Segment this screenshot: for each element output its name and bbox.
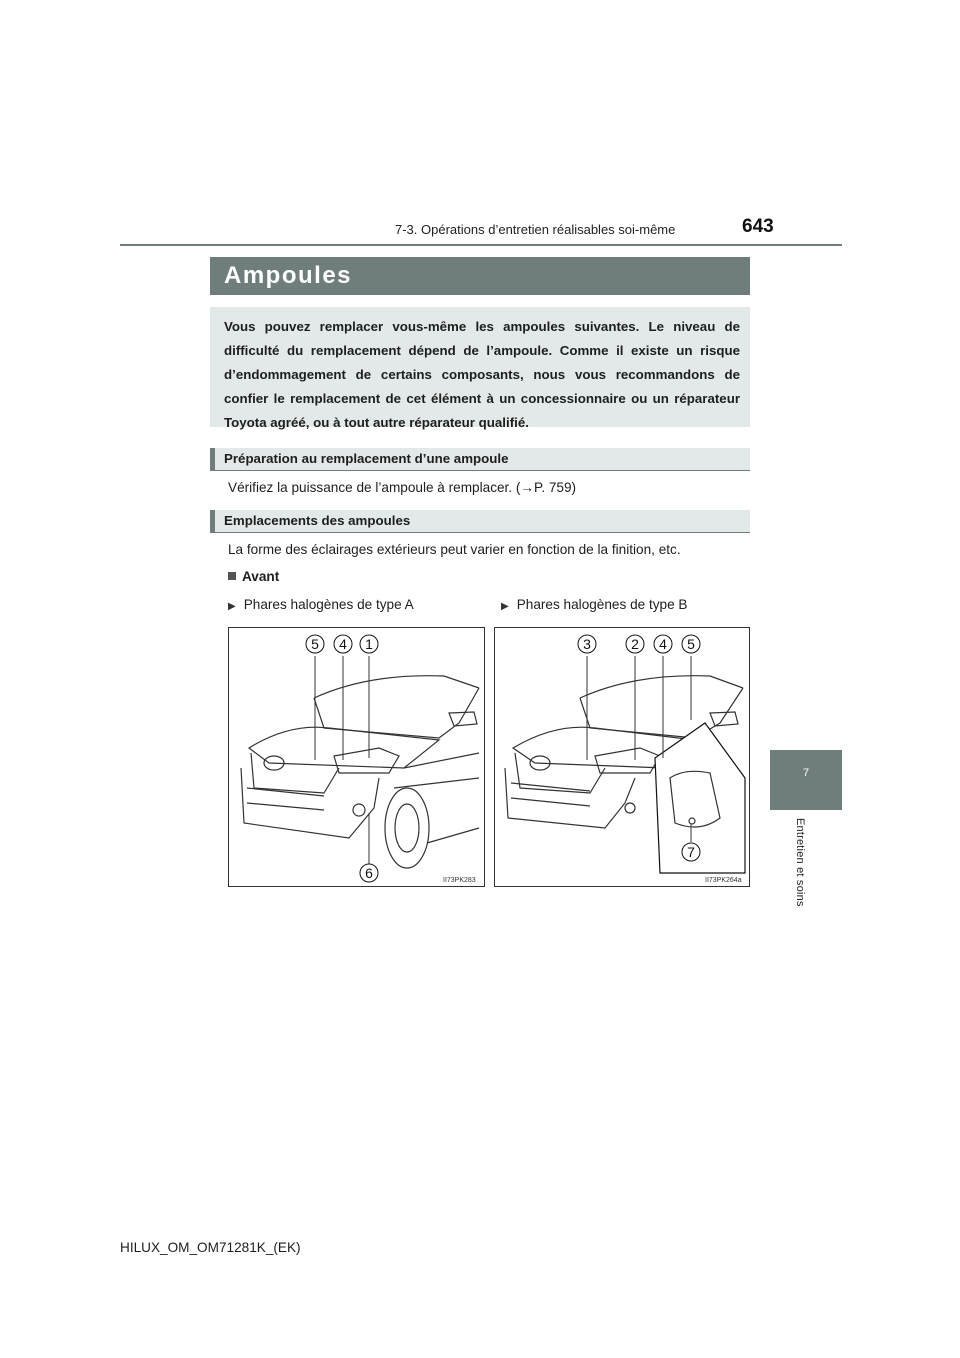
callout-7: 7 <box>687 844 695 860</box>
header-divider <box>120 244 842 246</box>
figure-a-truck-illustration <box>228 627 485 887</box>
callout-4: 4 <box>339 636 347 652</box>
figure-b-truck-illustration <box>494 627 750 887</box>
triangle-bullet-icon: ▶ <box>501 601 509 612</box>
front-subheading-label: Avant <box>242 569 280 584</box>
callout-6: 6 <box>365 865 373 881</box>
intro-paragraph: Vous pouvez remplacer vous-même les ampoules suivantes. Le niveau de difficulté du remplacement dépend de l’ampoule. Comme il existe un risque d’endommagement de certains composants, nous vous recommandons de confier le remplacement de cet élément à un concessionnaire ou un réparateur Toyota agréé, ou à tout autre réparateur qualifié. <box>210 307 750 427</box>
chapter-tab <box>770 750 842 810</box>
locations-heading: Emplacements des ampoules <box>224 513 411 528</box>
callout-4: 4 <box>659 636 667 652</box>
chapter-number: 7 <box>802 767 810 779</box>
heading-accent <box>210 510 215 532</box>
heading-accent <box>210 448 215 470</box>
page-number: 643 <box>742 216 774 237</box>
square-bullet-icon <box>228 572 236 580</box>
preparation-text: Vérifiez la puissance de l’ampoule à remplacer. (→P. 759) <box>228 480 577 495</box>
triangle-bullet-icon: ▶ <box>228 601 236 612</box>
callout-1: 1 <box>365 636 373 652</box>
callout-3: 3 <box>583 636 591 652</box>
chapter-label: Entretien et soins <box>794 818 806 907</box>
figure-b-caption-label: Phares halogènes de type B <box>516 597 688 612</box>
callout-2: 2 <box>631 636 639 652</box>
truck-a-drawing <box>229 628 486 888</box>
figure-a-code: II73PK283 <box>443 877 476 884</box>
heading-underline <box>210 532 750 533</box>
figure-a-caption <box>228 597 414 612</box>
front-subheading <box>228 569 279 584</box>
section-header: 7-3. Opérations d’entretien réalisables soi-même <box>395 222 676 237</box>
callout-5: 5 <box>687 636 695 652</box>
document-code: HILUX_OM_OM71281K_(EK) <box>120 1240 301 1255</box>
figure-a-caption-label: Phares halogènes de type A <box>243 597 414 612</box>
preparation-heading: Préparation au remplacement d’une ampoule <box>224 451 509 466</box>
truck-b-drawing <box>495 628 751 888</box>
heading-underline <box>210 470 750 471</box>
locations-text: La forme des éclairages extérieurs peut varier en fonction de la finition, etc. <box>228 542 681 557</box>
figure-b-caption <box>501 597 688 612</box>
callout-5: 5 <box>311 636 319 652</box>
figure-b-code: II73PK264a <box>705 877 742 884</box>
page-title: Ampoules <box>224 262 353 289</box>
